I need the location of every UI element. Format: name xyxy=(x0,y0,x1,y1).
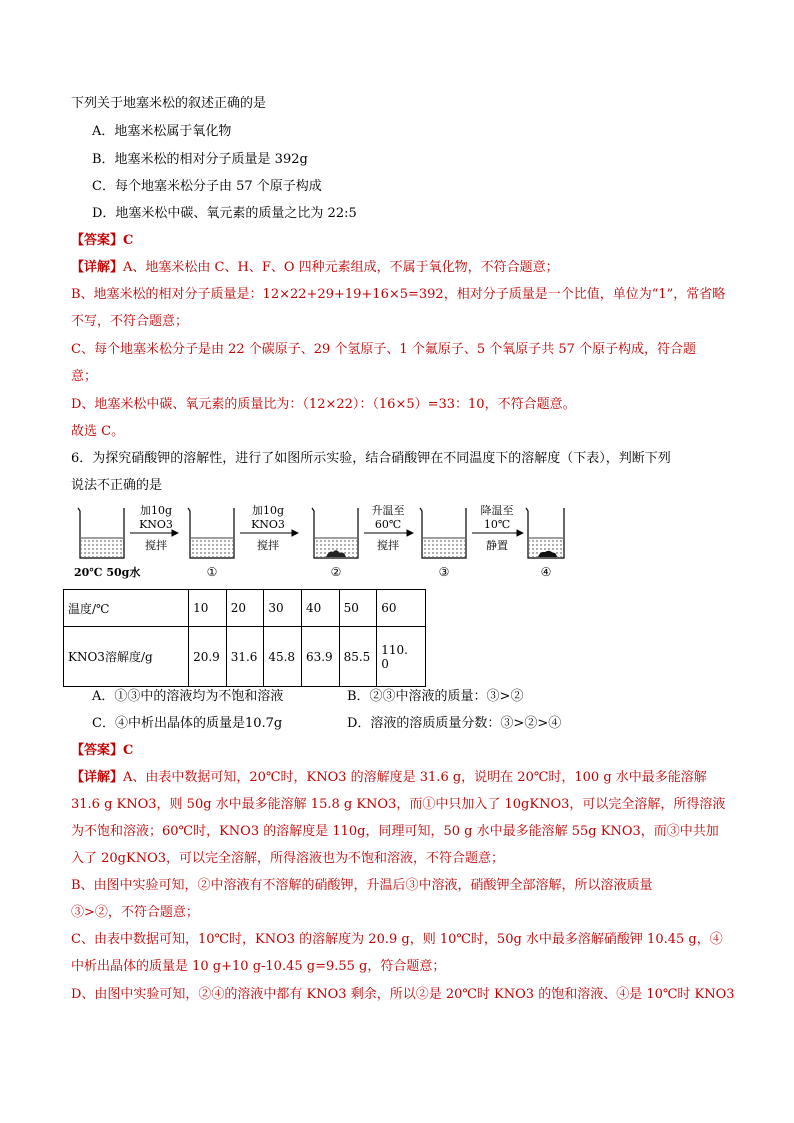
q6-answer: 【答案】C xyxy=(71,743,134,758)
step-arrow-2 xyxy=(240,503,298,552)
beaker-label-1: ① xyxy=(206,565,218,579)
q6-detail-line: D、由图中实验可知，②④的溶液中都有 KNO3 剩余，所以②是 20℃时 KNO3 的饱和溶液、④是 10℃时 KNO3 xyxy=(71,987,735,1002)
table-cell: 50 xyxy=(339,590,377,627)
q5-detail-line: 意； xyxy=(71,369,98,384)
experiment-diagram xyxy=(68,500,568,582)
q6-detail-text: A、由表中数据可知，20℃时，KNO3 的溶解度是 31.6 g，说明在 20℃时，100 g 水中最多能溶解 xyxy=(123,770,707,785)
q6-stem-line1: 6．为探究硝酸钾的溶解性，进行了如图所示实验，结合硝酸钾在不同温度下的溶解度（下表），判断下列 xyxy=(71,451,671,466)
start-label: 20℃ 50g水 xyxy=(74,566,141,579)
table-cell: 60 xyxy=(377,590,426,627)
q6-stem-line2: 说法不正确的是 xyxy=(71,478,163,493)
q6-detail-line: 为不饱和溶液；60℃时，KNO3 的溶解度是 110g，同理可知，50 g 水中最多能溶解 55g KNO3，而③中共加 xyxy=(71,824,719,839)
table-cell-line1: 110. xyxy=(381,642,408,657)
q6-detail-line xyxy=(71,769,707,787)
q6-detail-line: 入了 20gKNO3，可以完全溶解，所得溶液也为不饱和溶液，不符合题意； xyxy=(71,851,505,866)
q5-option-a: A．地塞米松属于氧化物 xyxy=(92,124,232,139)
q5-detail-line: C、每个地塞米松分子是由 22 个碳原子、29 个氢原子、1 个氟原子、5 个氧原子共 57 个原子构成，符合题 xyxy=(71,342,697,357)
table-cell: 45.8 xyxy=(264,627,302,687)
q6-detail-line: C、由表中数据可知，10℃时，KNO3 的溶解度为 20.9 g，则 10℃时，50g 水中最多溶解硝酸钾 10.45 g，④ xyxy=(71,932,723,947)
q6-option-c: C．④中析出晶体的质量是10.7g xyxy=(92,716,283,731)
beaker-4 xyxy=(526,508,564,558)
q6-detail-line: 中析出晶体的质量是 10 g+10 g-10.45 g=9.55 g，符合题意； xyxy=(71,959,446,974)
step-2-top1: 加10g xyxy=(251,504,285,517)
table-cell: 30 xyxy=(264,590,302,627)
q6-detail-line: B、由图中实验可知，②中溶液有不溶解的硝酸钾，升温后③中溶液，硝酸钾全部溶解，所以溶液质量 xyxy=(71,878,653,893)
q6-detail-line: ③>②，不符合题意； xyxy=(71,905,199,920)
table-cell: 20 xyxy=(226,590,264,627)
q5-stem: 下列关于地塞米松的叙述正确的是 xyxy=(71,96,267,111)
table-cell-line2: 0 xyxy=(381,656,389,671)
table-cell: 10 xyxy=(189,590,227,627)
step-4-bottom: 静置 xyxy=(486,539,508,552)
beaker-label-3: ③ xyxy=(438,565,450,579)
step-arrow-1 xyxy=(130,503,178,552)
step-3-top2: 60℃ xyxy=(374,518,402,531)
table-cell: 31.6 xyxy=(226,627,264,687)
table-cell: 85.5 xyxy=(339,627,377,687)
table-cell-last xyxy=(377,627,426,687)
q5-option-d: D．地塞米松中碳、氧元素的质量之比为 22:5 xyxy=(92,206,357,221)
q5-conclusion: 故选 C。 xyxy=(71,424,125,439)
step-1-bottom: 搅拌 xyxy=(145,539,167,552)
q5-option-c: C．每个地塞米松分子由 57 个原子构成 xyxy=(92,179,322,194)
q5-option-b: B．地塞米松的相对分子质量是 392g xyxy=(92,152,308,167)
step-1-top2: KNO3 xyxy=(139,518,173,531)
q5-detail-text: A、地塞米松由 C、H、F、O 四种元素组成，不属于氧化物，不符合题意； xyxy=(123,260,559,275)
solubility-table xyxy=(63,589,426,687)
q5-answer: 【答案】C xyxy=(71,233,134,248)
table-cell: 20.9 xyxy=(189,627,227,687)
step-2-top2: KNO3 xyxy=(251,518,285,531)
step-arrow-4 xyxy=(472,503,523,552)
beaker-1 xyxy=(188,508,234,558)
step-arrow-3 xyxy=(364,503,413,552)
q5-detail-line: B、地塞米松的相对分子质量是：12×22+29+19+16×5=392，相对分子质量是一个比值，单位为“1”，常省略 xyxy=(71,287,726,302)
q5-detail-line: 不写，不符合题意； xyxy=(71,314,189,329)
beaker-2 xyxy=(312,508,358,558)
table-cell: 40 xyxy=(301,590,339,627)
table-row xyxy=(64,590,426,627)
q5-detail-line xyxy=(71,259,559,277)
step-3-top1: 升温至 xyxy=(371,504,405,517)
q6-option-d: D．溶液的溶质质量分数：③>②>④ xyxy=(347,716,562,731)
q6-detail-label: 【详解】 xyxy=(71,770,124,785)
beaker-label-2: ② xyxy=(330,565,342,579)
q6-option-b: B．②③中溶液的质量：③>② xyxy=(347,689,524,704)
step-4-top1: 降温至 xyxy=(480,504,514,517)
beaker-3 xyxy=(420,508,466,558)
q5-detail-line: D、地塞米松中碳、氧元素的质量比为：（12×22）：（16×5）=33：10，不符合题意。 xyxy=(71,397,576,412)
beaker-label-4: ④ xyxy=(540,565,552,579)
table-cell: 63.9 xyxy=(301,627,339,687)
step-3-bottom: 搅拌 xyxy=(377,539,399,552)
table-header-temp: 温度/℃ xyxy=(64,590,189,627)
q6-option-a: A．①③中的溶液均为不饱和溶液 xyxy=(92,689,284,704)
table-header-solubility: KNO3溶解度/g xyxy=(64,627,189,687)
beaker-start xyxy=(78,508,124,558)
table-row xyxy=(64,627,426,687)
step-4-top2: 10℃ xyxy=(483,518,511,531)
q6-detail-line: 31.6 g KNO3，则 50g 水中最多能溶解 15.8 g KNO3，而①中只加入了 10gKNO3，可以完全溶解，所得溶液 xyxy=(71,797,726,812)
step-1-top1: 加10g xyxy=(139,504,173,517)
step-2-bottom: 搅拌 xyxy=(257,539,279,552)
q5-detail-label: 【详解】 xyxy=(71,260,124,275)
